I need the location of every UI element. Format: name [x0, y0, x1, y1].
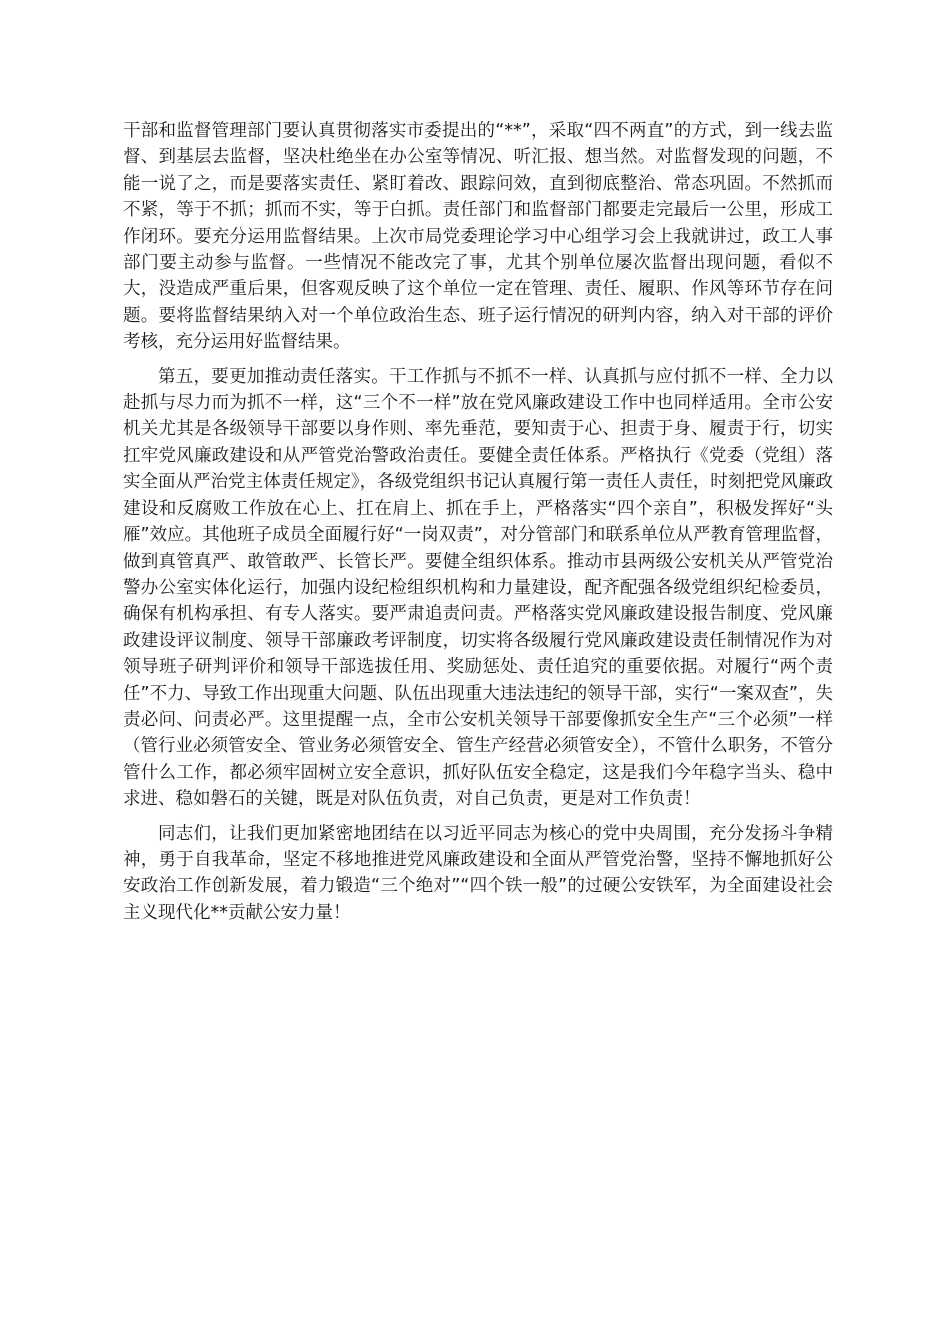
paragraph-closing: 同志们，让我们更加紧密地团结在以习近平同志为核心的党中央周围，充分发扬斗争精神，勇于自我革命，坚定不移地推进党风廉政建设和全面从严管党治警，坚持不懈地抓好公安政治工作创新发展，着力锻造“三个绝对”“四个铁一般”的过硬公安铁军，为全面建设社会主义现代化**贡献公安力量！ — [123, 823, 833, 923]
document-body — [123, 118, 833, 926]
paragraph-continuation: 干部和监督管理部门要认真贯彻落实市委提出的“**”，采取“四不两直”的方式，到一线去监督、到基层去监督，坚决杜绝坐在办公室等情况、听汇报、想当然。对监督发现的问题，不能一说了之，而是要落实责任、紧盯着改、跟踪问效，直到彻底整治、常态巩固。不然抓而不紧，等于不抓；抓而不实，等于白抓。责任部门和监督部门都要走完最后一公里，形成工作闭环。要充分运用监督结果。上次市局党委理论学习中心组学习会上我就讲过，政工人事部门要主动参与监督。一些情况不能改完了事，尤其个别单位屡次监督出现问题，看似不大，没造成严重后果，但客观反映了这个单位一定在管理、责任、履职、作风等环节存在问题。要将监督结果纳入对一个单位政治生态、班子运行情况的研判内容，纳入对干部的评价考核，充分运用好监督结果。 — [123, 121, 833, 353]
paragraph-fifth-point: 第五，要更加推动责任落实。干工作抓与不抓不一样、认真抓与应付抓不一样、全力以赴抓与尽力而为抓不一样，这“三个不一样”放在党风廉政建设工作中也同样适用。全市公安机关尤其是各级领导干部要以身作则、率先垂范，要知责于心、担责于身、履责于行，切实扛牢党风廉政建设和从严管党治警政治责任。要健全责任体系。严格执行《党委（党组）落实全面从严治党主体责任规定》，各级党组织书记认真履行第一责任人责任，时刻把党风廉政建设和反腐败工作放在心上、扛在肩上、抓在手上，严格落实“四个亲自”，积极发挥好“头雁”效应。其他班子成员全面履行好“一岗双责”，对分管部门和联系单位从严教育管理监督，做到真管真严、敢管敢严、长管长严。要健全组织体系。推动市县两级公安机关从严管党治警办公室实体化运行，加强内设纪检组织机构和力量建设，配齐配强各级党组织纪检委员，确保有机构承担、有专人落实。要严肃追责问责。严格落实党风廉政建设报告制度、党风廉政建设评议制度、领导干部廉政考评制度，切实将各级履行党风廉政建设责任制情况作为对领导班子研判评价和领导干部选拔任用、奖励惩处、责任追究的重要依据。对履行“两个责任”不力、导致工作出现重大问题、队伍出现重大违法违纪的领导干部，实行“一案双查”，失责必问、问责必严。这里提醒一点，全市公安机关领导干部要像抓安全生产“三个必须”一样（管行业必须管安全、管业务必须管安全、管生产经营必须管安全），不管什么职务，不管分管什么工作，都必须牢固树立安全意识，抓好队伍安全稳定，这是我们今年稳字当头、稳中求进、稳如磐石的关键，既是对队伍负责，对自己负责，更是对工作负责！ — [123, 366, 833, 810]
